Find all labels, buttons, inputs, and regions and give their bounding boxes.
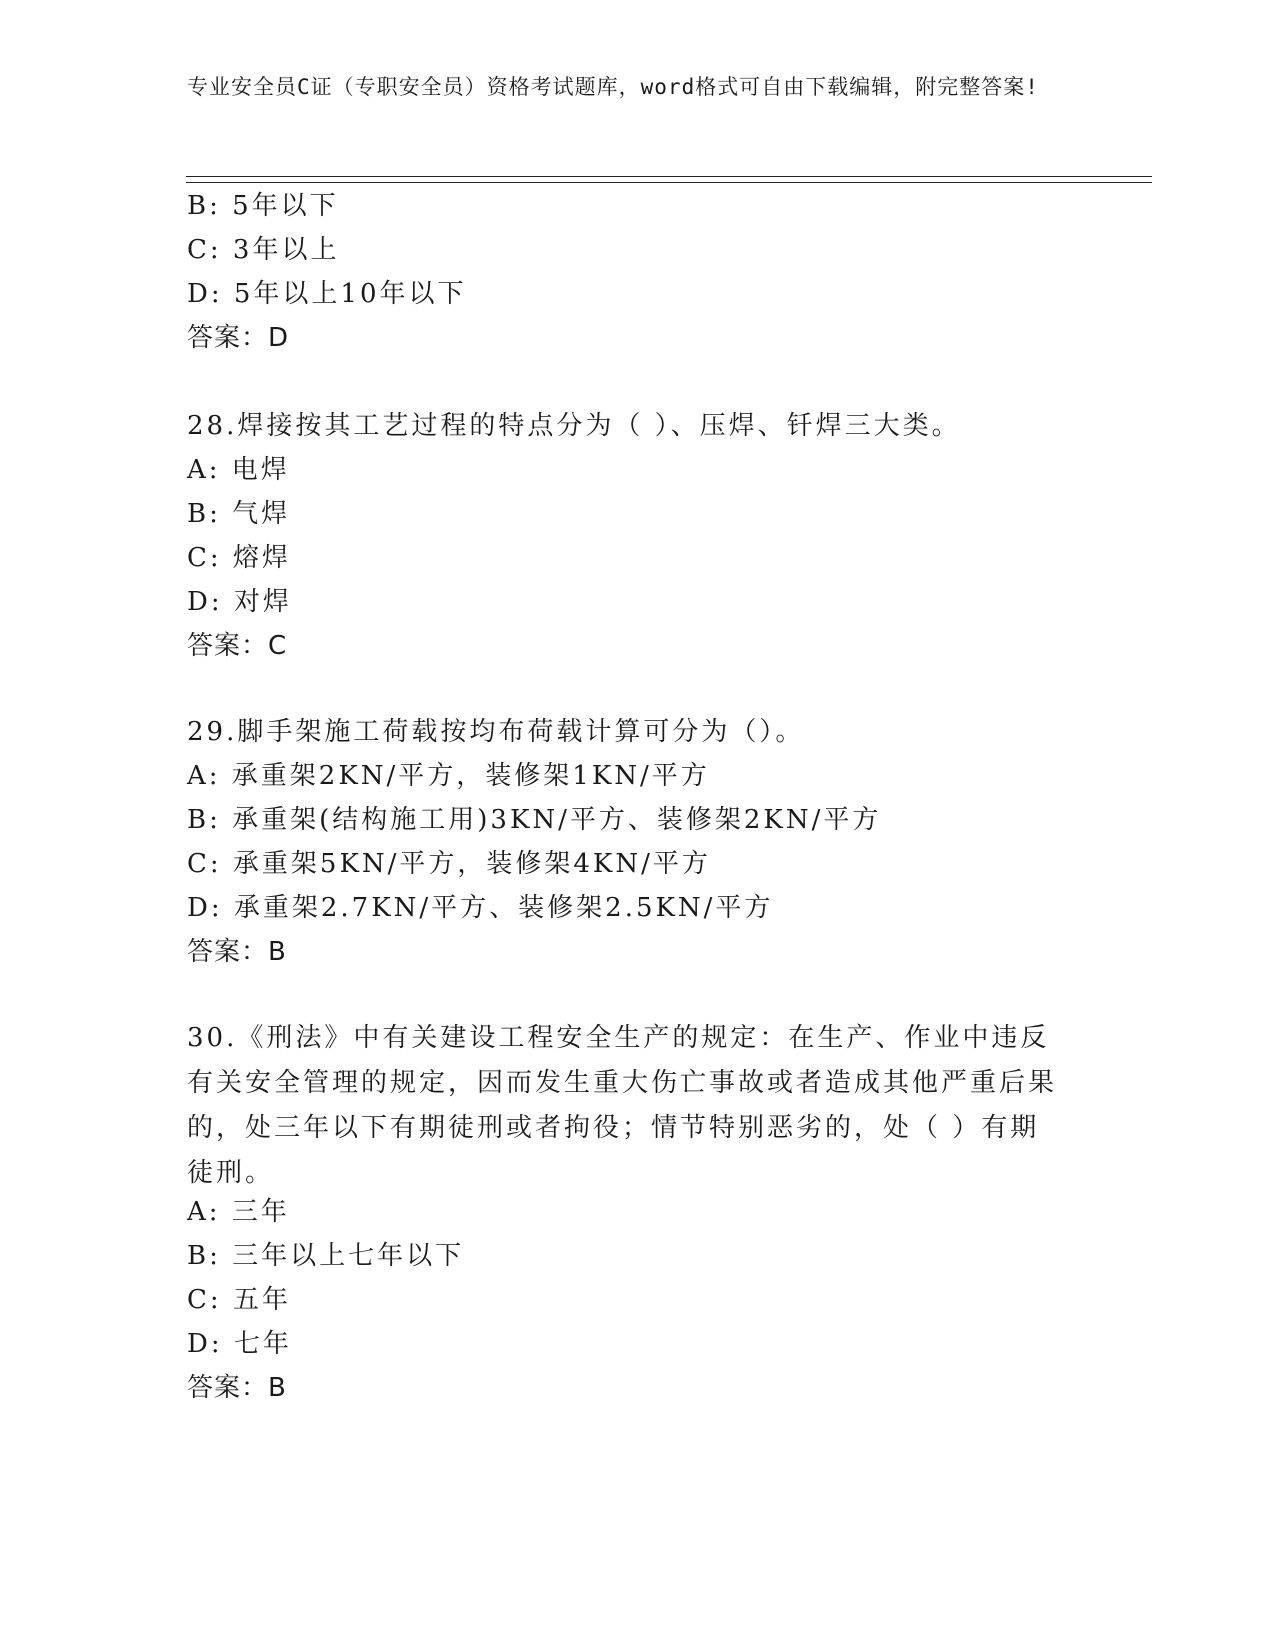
q30-question: 30.《刑法》中有关建设工程安全生产的规定：在生产、作业中违反有关安全管理的规定，因而发生重大伤亡事故或者造成其他严重后果的，处三年以下有期徒刑或者拘役；情节特别恶劣的，处（ ）有期徒刑。 [187,1023,1058,1188]
q29-option-a: A: 承重架2KN/平方，装修架1KN/平方 [187,761,710,791]
q28-question: 28.焊接按其工艺过程的特点分为（ ）、压焊、钎焊三大类。 [187,411,961,441]
q28-option-d: D: 对焊 [187,587,292,617]
q30-option-d: D: 七年 [187,1329,292,1359]
q29-option-d: D: 承重架2.7KN/平方、装修架2.5KN/平方 [187,893,774,923]
page-header: 专业安全员C证（专职安全员）资格考试题库，word格式可自由下载编辑，附完整答案! [187,75,1039,99]
q27-option-d: D: 5年以上10年以下 [187,279,467,309]
q28-option-c: C: 熔焊 [187,543,291,573]
q30-option-b: B: 三年以上七年以下 [187,1241,465,1271]
q30-option-c: C: 五年 [187,1285,291,1315]
header-divider-bottom [186,182,1152,183]
q28-option-a: A: 电焊 [187,455,290,485]
q30-option-a: A: 三年 [187,1197,290,1227]
q29-option-c: C: 承重架5KN/平方，装修架4KN/平方 [187,849,711,879]
q28-answer: 答案：C [187,631,288,661]
q29-answer: 答案：B [187,937,287,967]
q29-question: 29.脚手架施工荷载按均布荷载计算可分为（）。 [187,717,805,747]
q27-option-c: C: 3年以上 [187,235,340,265]
q29-option-b: B: 承重架(结构施工用)3KN/平方、装修架2KN/平方 [187,805,882,835]
q30-answer: 答案：B [187,1373,287,1403]
header-divider-top [186,176,1152,177]
q28-option-b: B: 气焊 [187,499,291,529]
q27-option-b: B: 5年以下 [187,191,339,221]
q27-answer: 答案：D [187,323,290,353]
